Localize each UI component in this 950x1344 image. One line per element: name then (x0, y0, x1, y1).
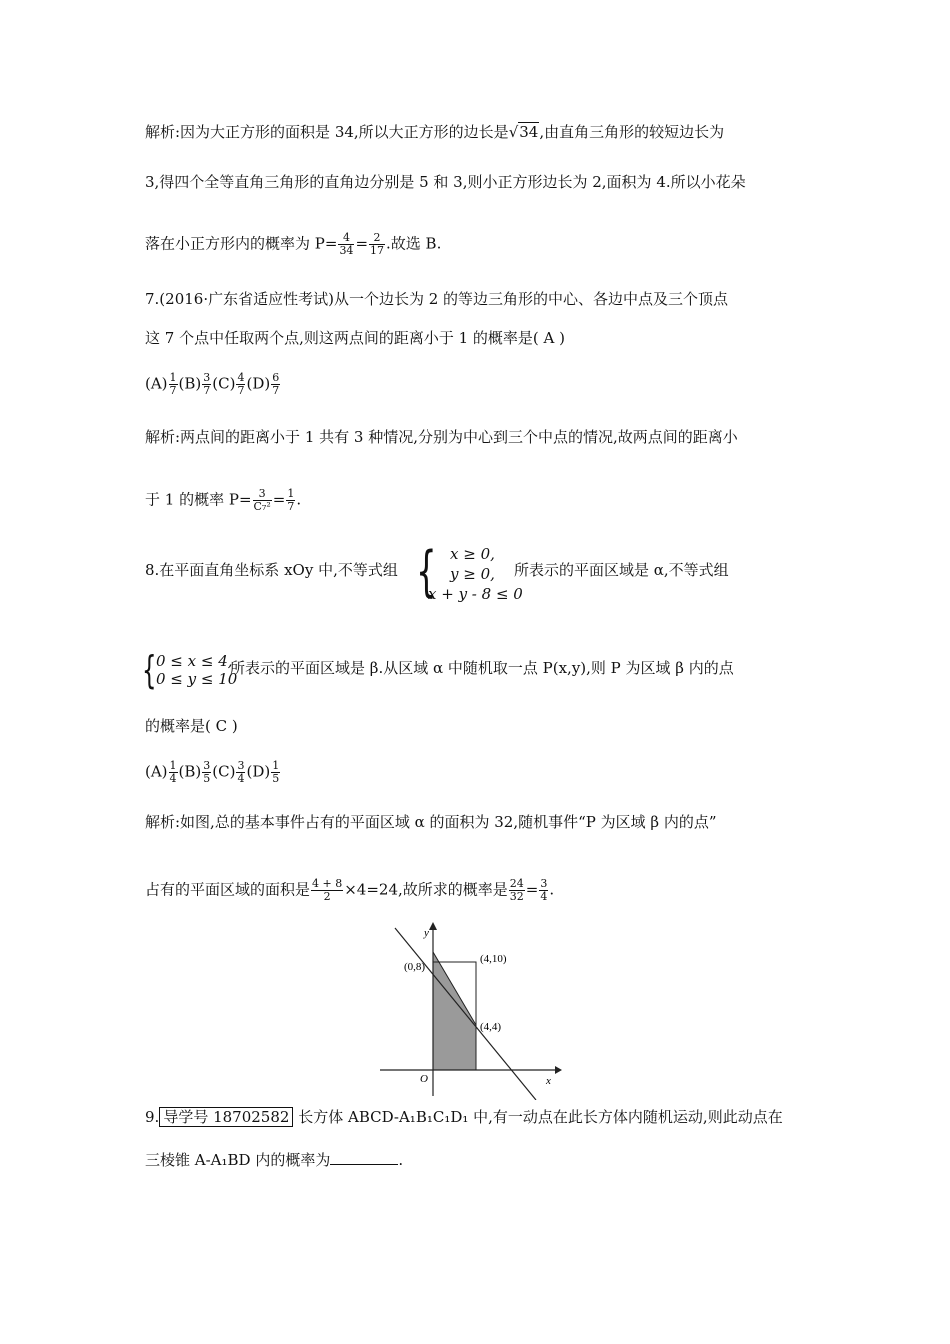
fraction (286, 488, 295, 513)
denominator: 4 (169, 772, 177, 785)
x-axis-label: x (546, 1075, 551, 1087)
option-fraction (169, 372, 178, 397)
sol6-line2: 3,得四个全等直角三角形的直角边分别是 5 和 3,则小正方形边长为 2,面积为 4.所以小花朵 (145, 173, 746, 191)
y-axis-label: y (424, 927, 429, 939)
option-fraction (271, 372, 280, 397)
option-label: (B) (178, 374, 202, 393)
sqrt-symbol: √ (508, 123, 519, 141)
numerator: 4 (237, 371, 245, 384)
numerator: 4 + 8 (312, 877, 343, 890)
text: 三棱锥 A-A₁BD 内的概率为 (145, 1151, 331, 1169)
denominator: 32 (509, 890, 524, 903)
q7-sol-line2 (145, 488, 301, 513)
numerator: 24 (509, 877, 524, 890)
denominator: 7 (272, 384, 280, 397)
text: 于 1 的概率 P= (145, 490, 252, 509)
option-fraction (271, 760, 280, 785)
denominator: 4 (540, 890, 548, 903)
text: ×4=24,故所求的概率是 (344, 880, 508, 899)
system1-line3: x + y - 8 ≤ 0 (428, 585, 523, 603)
text: 占有的平面区域的面积是 (145, 880, 311, 899)
numerator: 4 (338, 232, 354, 245)
denominator: C₇² (253, 500, 271, 513)
brace-system2: { (142, 648, 157, 692)
point-0-8-label: (0,8) (404, 961, 426, 973)
denominator: 7 (203, 384, 211, 397)
question-number: 9. (145, 1108, 160, 1126)
denominator: 5 (203, 772, 211, 785)
option-label: (D) (246, 374, 271, 393)
numerator: 1 (287, 487, 295, 500)
line-x-plus-y-eq-8 (395, 928, 536, 1100)
fraction (338, 232, 354, 257)
numerator: 2 (369, 232, 385, 245)
option-fraction (202, 760, 211, 785)
option-fraction (236, 372, 245, 397)
denominator: 7 (237, 384, 245, 397)
option-label: (A) (145, 762, 168, 781)
sol6-line3 (145, 232, 441, 257)
system1-line1: x ≥ 0, (450, 545, 495, 563)
equals: = (272, 490, 286, 509)
fraction (311, 878, 343, 903)
option-label: (C) (212, 374, 236, 393)
answer-blank[interactable] (330, 1150, 398, 1165)
numerator: 1 (169, 371, 177, 384)
text: 长方体 ABCD-A₁B₁C₁D₁ 中,有一动点在此长方体内随机运动,则此动点在 (298, 1108, 783, 1126)
numerator: 3 (203, 759, 211, 772)
q7-line1: 7.(2016·广东省适应性考试)从一个边长为 2 的等边三角形的中心、各边中点及三个顶点 (145, 290, 729, 308)
fraction (369, 232, 385, 257)
q9-line1 (145, 1107, 783, 1127)
numerator: 6 (272, 371, 280, 384)
sqrt (509, 122, 540, 141)
text: 落在小正方形内的概率为 P= (145, 234, 338, 253)
q8-sol-line1: 解析:如图,总的基本事件占有的平面区域 α 的面积为 32,随机事件“P 为区域 β 内的点” (145, 813, 717, 831)
denominator: 17 (370, 244, 385, 257)
q8-mid: 所表示的平面区域是 α,不等式组 (514, 561, 729, 579)
brace-system1: { (416, 540, 437, 603)
q8-line3: 的概率是( C ) (145, 717, 238, 735)
sqrt-value: 34 (519, 123, 539, 141)
numerator: 3 (253, 488, 272, 501)
numerator: 3 (203, 371, 211, 384)
text: ,由直角三角形的较短边长为 (539, 123, 725, 141)
q7-sol-line1: 解析:两点间的距离小于 1 共有 3 种情况,分别为中心到三个中点的情况,故两点间的距离小 (145, 428, 738, 446)
text: .故选 B. (386, 234, 442, 253)
numerator: 3 (237, 759, 245, 772)
fraction (539, 878, 548, 903)
numerator: 1 (169, 759, 177, 772)
equals: = (355, 234, 369, 253)
option-fraction (202, 372, 211, 397)
text: . (398, 1151, 404, 1169)
denominator: 2 (323, 890, 331, 903)
fraction (509, 878, 525, 903)
x-axis-arrow (555, 1066, 562, 1074)
text: . (549, 880, 555, 899)
q8-intro: 8.在平面直角坐标系 xOy 中,不等式组 (145, 561, 398, 579)
equals: = (525, 880, 539, 899)
text: 解析:因为大正方形的面积是 34,所以大正方形的边长是 (145, 123, 509, 141)
numerator: 3 (540, 877, 548, 890)
guide-tag: 导学号 18702582 (159, 1107, 293, 1127)
origin-label: O (420, 1073, 428, 1085)
q7-line2: 这 7 个点中任取两个点,则这两点间的距离小于 1 的概率是( A ) (145, 329, 566, 347)
denominator: 7 (287, 500, 295, 513)
q7-options (145, 372, 281, 397)
point-4-4-label: (4,4) (480, 1021, 502, 1033)
system2-line2: 0 ≤ y ≤ 10 (156, 670, 238, 688)
option-label: (C) (212, 762, 236, 781)
q8-line2: 所表示的平面区域是 β.从区域 α 中随机取一点 P(x,y),则 P 为区域 β 内的点 (230, 659, 734, 677)
numerator: 1 (272, 759, 280, 772)
denominator: 4 (237, 772, 245, 785)
q8-options (145, 760, 281, 785)
option-fraction (169, 760, 178, 785)
system2-line1: 0 ≤ x ≤ 4, (156, 652, 233, 670)
point-4-10-label: (4,10) (480, 953, 507, 965)
option-fraction (236, 760, 245, 785)
option-label: (D) (246, 762, 271, 781)
option-label: (A) (145, 374, 168, 393)
denominator: 34 (339, 244, 354, 257)
q9-line2 (145, 1150, 403, 1170)
region-figure (360, 918, 570, 1100)
system1-line2: y ≥ 0, (450, 565, 495, 583)
denominator: 7 (169, 384, 177, 397)
sol6-line1 (145, 122, 724, 142)
fraction (253, 488, 272, 513)
denominator: 5 (272, 772, 280, 785)
text: . (296, 490, 302, 509)
shaded-region (433, 952, 476, 1070)
y-axis-arrow (429, 922, 437, 930)
q8-sol-line2 (145, 878, 554, 903)
option-label: (B) (178, 762, 202, 781)
